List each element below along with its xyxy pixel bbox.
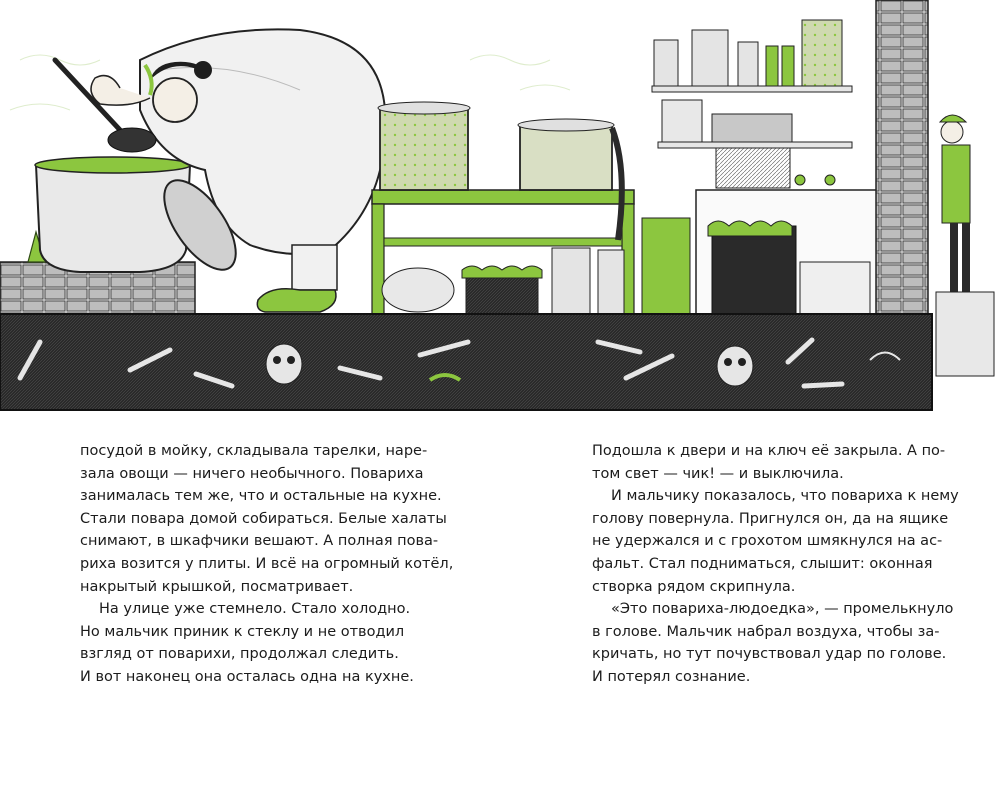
text-line: не удержался и с грохотом шмякнулся на ас- bbox=[592, 533, 943, 550]
text-line: голову повернула. Пригнулся он, да на ящике bbox=[592, 510, 949, 527]
text-line: занималась тем же, что и остальные на кухне. bbox=[80, 488, 442, 505]
cauldron-icon bbox=[36, 165, 190, 272]
text-line: И вот наконец она осталась одна на кухне. bbox=[80, 668, 414, 685]
right-text-column bbox=[592, 440, 959, 689]
text-line: в голове. Мальчик набрал воздуха, чтобы за- bbox=[592, 623, 940, 640]
boy-figure bbox=[936, 115, 994, 376]
text-line: И потерял сознание. bbox=[592, 668, 751, 685]
text-line: снимают, в шкафчики вешают. А полная пова- bbox=[80, 533, 439, 550]
skull-icon bbox=[266, 344, 302, 384]
text-line: Стали повара домой собираться. Белые халаты bbox=[80, 510, 447, 527]
jars-under-table bbox=[382, 218, 690, 314]
text-line: том свет — чик! — и выключила. bbox=[592, 465, 844, 482]
text-line: фальт. Стал подниматься, слышит: оконная bbox=[592, 555, 933, 572]
text-line: Но мальчик приник к стеклу и не отводил bbox=[80, 623, 405, 640]
text-line: зала овощи — ничего необычного. Повариха bbox=[80, 465, 424, 482]
shelves bbox=[652, 20, 852, 188]
text-line: «Это повариха-людоедка», — промелькнуло bbox=[611, 601, 954, 618]
left-text-column bbox=[80, 440, 454, 689]
pots bbox=[378, 102, 622, 240]
stove bbox=[0, 157, 195, 314]
text-line: взгляд от поварихи, продолжал следить. bbox=[80, 646, 399, 663]
text-line: На улице уже стемнело. Стало холодно. bbox=[99, 601, 411, 618]
text-line: кричать, но тут почувствовал удар по голове. bbox=[592, 646, 947, 663]
right-cabinet bbox=[696, 190, 881, 314]
brick-column bbox=[876, 0, 928, 314]
text-line: риха возится у плиты. И всё на огромный котёл, bbox=[80, 555, 454, 572]
text-line: посудой в мойку, складывала тарелки, наре- bbox=[80, 443, 428, 459]
text-line: накрытый крышкой, посматривает. bbox=[80, 578, 354, 595]
text-line: И мальчику показалось, что повариха к нему bbox=[611, 488, 959, 505]
skull-icon bbox=[717, 346, 753, 386]
bones-floor bbox=[0, 314, 932, 410]
text-line: Подошла к двери и на ключ её закрыла. А по- bbox=[592, 443, 946, 459]
text-line: створка рядом скрипнула. bbox=[592, 578, 796, 595]
